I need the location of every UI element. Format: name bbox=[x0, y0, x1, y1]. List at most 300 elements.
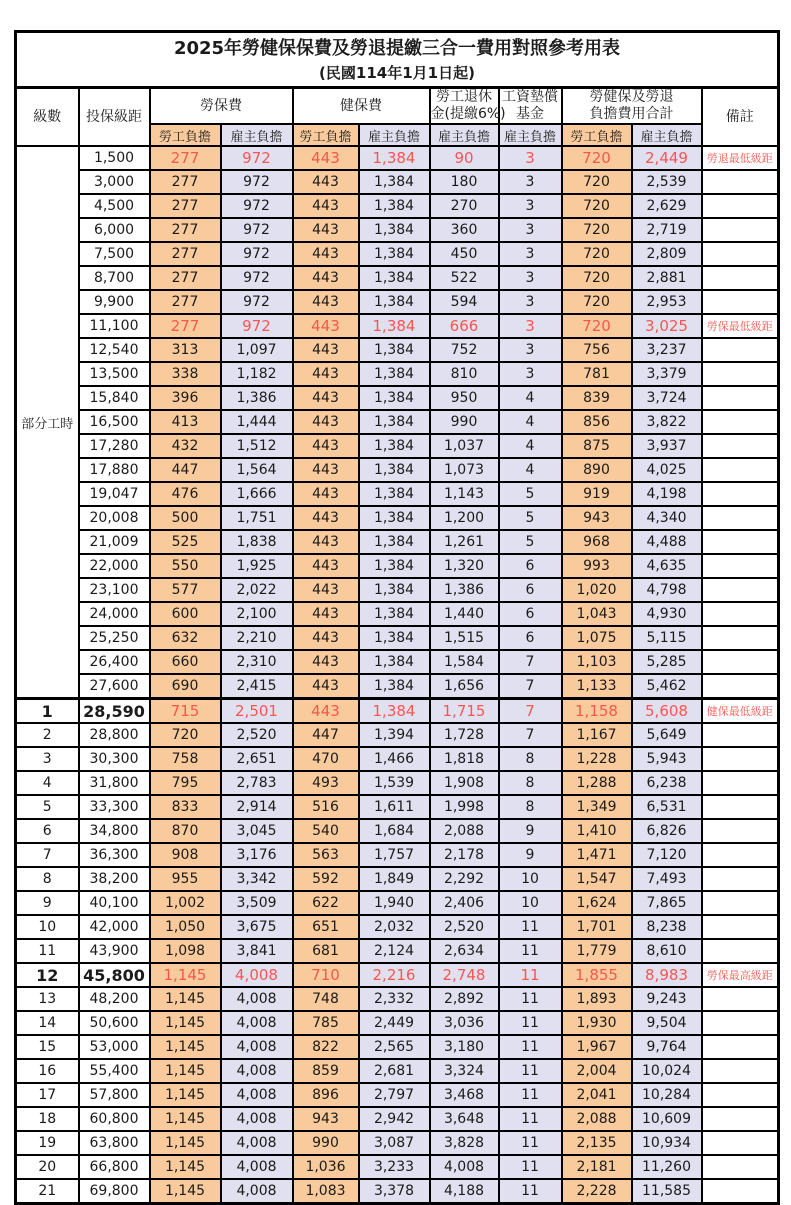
cell-labor-employee: 550 bbox=[150, 554, 221, 578]
cell-bracket: 1,500 bbox=[79, 146, 150, 170]
cell-total-employer: 9,764 bbox=[632, 1035, 702, 1059]
cell-wage-fund-employer: 11 bbox=[499, 939, 562, 963]
cell-total-employee: 720 bbox=[562, 170, 632, 194]
table-row bbox=[16, 170, 779, 194]
cell-health-employer: 1,384 bbox=[359, 602, 430, 626]
cell-health-employer: 1,384 bbox=[359, 530, 430, 554]
cell-total-employee: 720 bbox=[562, 266, 632, 290]
cell-bracket: 36,300 bbox=[79, 843, 150, 867]
cell-total-employee: 839 bbox=[562, 386, 632, 410]
cell-bracket: 42,000 bbox=[79, 915, 150, 939]
table-row bbox=[16, 314, 779, 338]
cell-level: 3 bbox=[16, 747, 79, 771]
cell-labor-employee: 1,098 bbox=[150, 939, 221, 963]
cell-total-employer: 6,531 bbox=[632, 795, 702, 819]
cell-labor-employer: 2,022 bbox=[221, 578, 293, 602]
cell-wage-fund-employer: 3 bbox=[499, 362, 562, 386]
cell-total-employer: 4,340 bbox=[632, 506, 702, 530]
cell-labor-employer: 4,008 bbox=[221, 1035, 293, 1059]
cell-labor-employer: 2,210 bbox=[221, 626, 293, 650]
cell-labor-employer: 4,008 bbox=[221, 1083, 293, 1107]
header-wage-fund bbox=[499, 88, 562, 125]
cell-health-employee: 443 bbox=[293, 386, 359, 410]
cell-health-employee: 443 bbox=[293, 266, 359, 290]
cell-level: 16 bbox=[16, 1059, 79, 1083]
cell-bracket: 69,800 bbox=[79, 1179, 150, 1204]
cell-labor-employee: 1,145 bbox=[150, 963, 221, 987]
cell-health-employer: 3,087 bbox=[359, 1131, 430, 1155]
cell-bracket: 40,100 bbox=[79, 891, 150, 915]
cell-labor-employee: 632 bbox=[150, 626, 221, 650]
cell-wage-fund-employer: 3 bbox=[499, 290, 562, 314]
cell-pension-employer: 2,520 bbox=[430, 915, 499, 939]
cell-pension-employer: 3,324 bbox=[430, 1059, 499, 1083]
cell-total-employer: 10,284 bbox=[632, 1083, 702, 1107]
cell-note bbox=[702, 554, 779, 578]
title-row bbox=[16, 32, 779, 88]
cell-note bbox=[702, 795, 779, 819]
cell-labor-employee: 720 bbox=[150, 723, 221, 747]
cell-note bbox=[702, 1155, 779, 1179]
table-row bbox=[16, 362, 779, 386]
cell-health-employer: 1,940 bbox=[359, 891, 430, 915]
cell-total-employee: 875 bbox=[562, 434, 632, 458]
cell-total-employee: 1,167 bbox=[562, 723, 632, 747]
cell-bracket: 22,000 bbox=[79, 554, 150, 578]
cell-wage-fund-employer: 11 bbox=[499, 1059, 562, 1083]
header-level: 級數 bbox=[16, 88, 79, 147]
cell-pension-employer: 1,656 bbox=[430, 674, 499, 699]
cell-wage-fund-employer: 7 bbox=[499, 674, 562, 699]
cell-health-employee: 443 bbox=[293, 530, 359, 554]
cell-health-employer: 1,466 bbox=[359, 747, 430, 771]
cell-health-employer: 2,797 bbox=[359, 1083, 430, 1107]
cell-bracket: 17,280 bbox=[79, 434, 150, 458]
cell-labor-employee: 1,002 bbox=[150, 891, 221, 915]
cell-health-employee: 443 bbox=[293, 578, 359, 602]
cell-note bbox=[702, 1035, 779, 1059]
cell-total-employer: 4,635 bbox=[632, 554, 702, 578]
cell-wage-fund-employer: 6 bbox=[499, 578, 562, 602]
cell-pension-employer: 3,180 bbox=[430, 1035, 499, 1059]
cell-health-employee: 443 bbox=[293, 146, 359, 170]
cell-labor-employee: 1,145 bbox=[150, 987, 221, 1011]
cell-health-employer: 1,384 bbox=[359, 362, 430, 386]
cell-pension-employer: 950 bbox=[430, 386, 499, 410]
cell-note bbox=[702, 1131, 779, 1155]
cell-labor-employer: 3,045 bbox=[221, 819, 293, 843]
cell-total-employer: 10,934 bbox=[632, 1131, 702, 1155]
table-row bbox=[16, 506, 779, 530]
cell-note bbox=[702, 194, 779, 218]
table-row bbox=[16, 290, 779, 314]
cell-note bbox=[702, 266, 779, 290]
cell-health-employee: 443 bbox=[293, 482, 359, 506]
cell-total-employee: 1,103 bbox=[562, 650, 632, 674]
cell-health-employer: 3,233 bbox=[359, 1155, 430, 1179]
cell-wage-fund-employer: 11 bbox=[499, 1011, 562, 1035]
cell-wage-fund-employer: 10 bbox=[499, 891, 562, 915]
cell-total-employee: 1,158 bbox=[562, 699, 632, 724]
cell-labor-employer: 1,925 bbox=[221, 554, 293, 578]
cell-level: 13 bbox=[16, 987, 79, 1011]
table-row bbox=[16, 1059, 779, 1083]
header-note: 備註 bbox=[702, 88, 779, 147]
cell-pension-employer: 1,440 bbox=[430, 602, 499, 626]
table-row bbox=[16, 530, 779, 554]
cell-labor-employer: 2,651 bbox=[221, 747, 293, 771]
cell-wage-fund-employer: 11 bbox=[499, 1179, 562, 1204]
cell-wage-fund-employer: 5 bbox=[499, 506, 562, 530]
cell-labor-employer: 972 bbox=[221, 146, 293, 170]
cell-health-employer: 1,384 bbox=[359, 218, 430, 242]
cell-health-employer: 1,757 bbox=[359, 843, 430, 867]
table-row bbox=[16, 915, 779, 939]
cell-health-employer: 2,124 bbox=[359, 939, 430, 963]
cell-health-employee: 443 bbox=[293, 242, 359, 266]
cell-bracket: 15,840 bbox=[79, 386, 150, 410]
cell-level: 9 bbox=[16, 891, 79, 915]
cell-wage-fund-employer: 8 bbox=[499, 747, 562, 771]
cell-health-employer: 1,849 bbox=[359, 867, 430, 891]
cell-labor-employer: 4,008 bbox=[221, 963, 293, 987]
cell-total-employee: 890 bbox=[562, 458, 632, 482]
cell-note bbox=[702, 386, 779, 410]
cell-total-employer: 2,719 bbox=[632, 218, 702, 242]
table-row bbox=[16, 554, 779, 578]
cell-wage-fund-employer: 4 bbox=[499, 386, 562, 410]
cell-bracket: 66,800 bbox=[79, 1155, 150, 1179]
table-row bbox=[16, 843, 779, 867]
cell-health-employee: 470 bbox=[293, 747, 359, 771]
cell-labor-employer: 972 bbox=[221, 194, 293, 218]
cell-total-employee: 720 bbox=[562, 218, 632, 242]
cell-note: 勞保最低級距 bbox=[702, 314, 779, 338]
cell-labor-employee: 277 bbox=[150, 266, 221, 290]
cell-labor-employee: 396 bbox=[150, 386, 221, 410]
table-row bbox=[16, 674, 779, 699]
cell-pension-employer: 1,715 bbox=[430, 699, 499, 724]
table-row bbox=[16, 578, 779, 602]
cell-total-employer: 5,608 bbox=[632, 699, 702, 724]
cell-total-employee: 2,181 bbox=[562, 1155, 632, 1179]
cell-labor-employer: 3,509 bbox=[221, 891, 293, 915]
cell-pension-employer: 1,515 bbox=[430, 626, 499, 650]
cell-wage-fund-employer: 7 bbox=[499, 723, 562, 747]
cell-wage-fund-employer: 4 bbox=[499, 458, 562, 482]
subheader-total-employee: 勞工負擔 bbox=[562, 124, 632, 146]
cell-note bbox=[702, 1107, 779, 1131]
cell-bracket: 63,800 bbox=[79, 1131, 150, 1155]
cell-total-employee: 1,228 bbox=[562, 747, 632, 771]
cell-level: 14 bbox=[16, 1011, 79, 1035]
cell-bracket: 26,400 bbox=[79, 650, 150, 674]
cell-total-employer: 2,539 bbox=[632, 170, 702, 194]
cell-total-employee: 720 bbox=[562, 242, 632, 266]
cell-labor-employee: 955 bbox=[150, 867, 221, 891]
table-row bbox=[16, 795, 779, 819]
cell-total-employee: 1,779 bbox=[562, 939, 632, 963]
header-pension bbox=[430, 88, 506, 125]
cell-health-employer: 2,681 bbox=[359, 1059, 430, 1083]
header-health-fee: 健保費 bbox=[293, 88, 430, 125]
cell-labor-employee: 313 bbox=[150, 338, 221, 362]
cell-labor-employer: 4,008 bbox=[221, 1107, 293, 1131]
cell-labor-employee: 758 bbox=[150, 747, 221, 771]
header-total bbox=[562, 88, 702, 125]
cell-total-employer: 9,243 bbox=[632, 987, 702, 1011]
cell-note bbox=[702, 819, 779, 843]
cell-bracket: 45,800 bbox=[79, 963, 150, 987]
cell-labor-employer: 1,386 bbox=[221, 386, 293, 410]
cell-bracket: 23,100 bbox=[79, 578, 150, 602]
cell-wage-fund-employer: 6 bbox=[499, 554, 562, 578]
cell-note bbox=[702, 867, 779, 891]
cell-health-employer: 1,394 bbox=[359, 723, 430, 747]
cell-health-employer: 1,384 bbox=[359, 314, 430, 338]
cell-bracket: 12,540 bbox=[79, 338, 150, 362]
cell-bracket: 30,300 bbox=[79, 747, 150, 771]
cell-health-employee: 443 bbox=[293, 338, 359, 362]
cell-health-employee: 443 bbox=[293, 602, 359, 626]
cell-wage-fund-employer: 5 bbox=[499, 530, 562, 554]
cell-level: 10 bbox=[16, 915, 79, 939]
table-row bbox=[16, 1035, 779, 1059]
cell-bracket: 57,800 bbox=[79, 1083, 150, 1107]
cell-health-employer: 1,384 bbox=[359, 434, 430, 458]
cell-bracket: 48,200 bbox=[79, 987, 150, 1011]
cell-total-employer: 9,504 bbox=[632, 1011, 702, 1035]
cell-bracket: 28,590 bbox=[79, 699, 150, 724]
cell-health-employee: 896 bbox=[293, 1083, 359, 1107]
cell-wage-fund-employer: 11 bbox=[499, 915, 562, 939]
cell-total-employee: 993 bbox=[562, 554, 632, 578]
cell-labor-employer: 972 bbox=[221, 170, 293, 194]
cell-total-employer: 3,379 bbox=[632, 362, 702, 386]
cell-total-employee: 2,041 bbox=[562, 1083, 632, 1107]
cell-labor-employee: 413 bbox=[150, 410, 221, 434]
cell-labor-employee: 1,145 bbox=[150, 1107, 221, 1131]
cell-health-employee: 443 bbox=[293, 194, 359, 218]
cell-bracket: 8,700 bbox=[79, 266, 150, 290]
cell-total-employer: 3,025 bbox=[632, 314, 702, 338]
cell-labor-employee: 1,145 bbox=[150, 1083, 221, 1107]
cell-labor-employee: 432 bbox=[150, 434, 221, 458]
header-pension-line1: 勞工退休 bbox=[436, 89, 492, 105]
cell-bracket: 27,600 bbox=[79, 674, 150, 699]
cell-total-employer: 11,585 bbox=[632, 1179, 702, 1204]
cell-health-employer: 1,384 bbox=[359, 194, 430, 218]
part-time-merged-cell: 部分工時 bbox=[16, 146, 79, 699]
cell-total-employer: 8,610 bbox=[632, 939, 702, 963]
cell-wage-fund-employer: 3 bbox=[499, 266, 562, 290]
cell-total-employer: 10,024 bbox=[632, 1059, 702, 1083]
table-row bbox=[16, 338, 779, 362]
cell-health-employer: 1,384 bbox=[359, 482, 430, 506]
cell-total-employer: 10,609 bbox=[632, 1107, 702, 1131]
cell-total-employee: 2,004 bbox=[562, 1059, 632, 1083]
table-row bbox=[16, 1083, 779, 1107]
cell-total-employee: 1,133 bbox=[562, 674, 632, 699]
cell-total-employer: 4,025 bbox=[632, 458, 702, 482]
cell-health-employee: 785 bbox=[293, 1011, 359, 1035]
cell-labor-employee: 277 bbox=[150, 242, 221, 266]
cell-wage-fund-employer: 11 bbox=[499, 1083, 562, 1107]
cell-health-employer: 1,384 bbox=[359, 506, 430, 530]
table-row bbox=[16, 1011, 779, 1035]
cell-pension-employer: 522 bbox=[430, 266, 499, 290]
cell-labor-employer: 2,914 bbox=[221, 795, 293, 819]
cell-health-employer: 1,384 bbox=[359, 266, 430, 290]
cell-total-employee: 781 bbox=[562, 362, 632, 386]
cell-total-employee: 943 bbox=[562, 506, 632, 530]
cell-bracket: 28,800 bbox=[79, 723, 150, 747]
cell-wage-fund-employer: 11 bbox=[499, 987, 562, 1011]
cell-health-employee: 443 bbox=[293, 506, 359, 530]
cell-health-employee: 443 bbox=[293, 650, 359, 674]
cell-health-employer: 1,384 bbox=[359, 338, 430, 362]
table-row bbox=[16, 602, 779, 626]
cell-health-employer: 1,384 bbox=[359, 386, 430, 410]
cell-pension-employer: 3,036 bbox=[430, 1011, 499, 1035]
table-row bbox=[16, 987, 779, 1011]
cell-pension-employer: 1,200 bbox=[430, 506, 499, 530]
cell-note bbox=[702, 747, 779, 771]
cell-labor-employee: 277 bbox=[150, 218, 221, 242]
cell-note bbox=[702, 602, 779, 626]
cell-pension-employer: 2,406 bbox=[430, 891, 499, 915]
cell-pension-employer: 594 bbox=[430, 290, 499, 314]
cell-pension-employer: 1,728 bbox=[430, 723, 499, 747]
table-row bbox=[16, 410, 779, 434]
cell-health-employer: 2,216 bbox=[359, 963, 430, 987]
cell-labor-employer: 2,310 bbox=[221, 650, 293, 674]
cell-pension-employer: 4,008 bbox=[430, 1155, 499, 1179]
cell-total-employee: 1,288 bbox=[562, 771, 632, 795]
cell-total-employer: 3,237 bbox=[632, 338, 702, 362]
table-row bbox=[16, 747, 779, 771]
cell-wage-fund-employer: 11 bbox=[499, 1107, 562, 1131]
cell-health-employer: 1,384 bbox=[359, 242, 430, 266]
subheader-health-employee: 勞工負擔 bbox=[293, 124, 359, 146]
cell-total-employer: 8,238 bbox=[632, 915, 702, 939]
cell-total-employee: 919 bbox=[562, 482, 632, 506]
subheader-wage-fund-employer: 雇主負擔 bbox=[499, 124, 562, 146]
cell-wage-fund-employer: 7 bbox=[499, 650, 562, 674]
cell-note bbox=[702, 1179, 779, 1204]
cell-labor-employee: 715 bbox=[150, 699, 221, 724]
cell-health-employee: 447 bbox=[293, 723, 359, 747]
cell-bracket: 31,800 bbox=[79, 771, 150, 795]
cell-health-employer: 1,384 bbox=[359, 650, 430, 674]
cell-total-employee: 1,547 bbox=[562, 867, 632, 891]
cell-level: 5 bbox=[16, 795, 79, 819]
cell-health-employee: 443 bbox=[293, 699, 359, 724]
cell-labor-employee: 277 bbox=[150, 146, 221, 170]
cell-labor-employee: 277 bbox=[150, 290, 221, 314]
cell-health-employee: 443 bbox=[293, 458, 359, 482]
cell-labor-employer: 972 bbox=[221, 242, 293, 266]
table-row bbox=[16, 194, 779, 218]
cell-labor-employer: 4,008 bbox=[221, 1011, 293, 1035]
cell-total-employer: 5,115 bbox=[632, 626, 702, 650]
table-row bbox=[16, 482, 779, 506]
cell-pension-employer: 1,320 bbox=[430, 554, 499, 578]
cell-total-employer: 4,198 bbox=[632, 482, 702, 506]
cell-total-employee: 720 bbox=[562, 146, 632, 170]
cell-note bbox=[702, 578, 779, 602]
cell-total-employer: 2,953 bbox=[632, 290, 702, 314]
cell-labor-employer: 1,512 bbox=[221, 434, 293, 458]
cell-note bbox=[702, 843, 779, 867]
cell-note: 勞退最低級距 bbox=[702, 146, 779, 170]
cell-total-employer: 3,937 bbox=[632, 434, 702, 458]
cell-health-employer: 2,942 bbox=[359, 1107, 430, 1131]
cell-health-employee: 443 bbox=[293, 218, 359, 242]
cell-health-employee: 443 bbox=[293, 290, 359, 314]
cell-bracket: 7,500 bbox=[79, 242, 150, 266]
cell-labor-employee: 1,145 bbox=[150, 1011, 221, 1035]
cell-labor-employer: 4,008 bbox=[221, 1131, 293, 1155]
cell-health-employee: 540 bbox=[293, 819, 359, 843]
cell-total-employer: 3,822 bbox=[632, 410, 702, 434]
cell-health-employer: 1,384 bbox=[359, 290, 430, 314]
cell-note bbox=[702, 506, 779, 530]
cell-labor-employer: 1,444 bbox=[221, 410, 293, 434]
table-row bbox=[16, 723, 779, 747]
header-wage-fund-line2: 基金 bbox=[516, 106, 544, 122]
cell-note bbox=[702, 891, 779, 915]
cell-health-employer: 1,384 bbox=[359, 170, 430, 194]
cell-level: 12 bbox=[16, 963, 79, 987]
cell-pension-employer: 2,178 bbox=[430, 843, 499, 867]
cell-bracket: 16,500 bbox=[79, 410, 150, 434]
cell-labor-employer: 2,100 bbox=[221, 602, 293, 626]
cell-wage-fund-employer: 4 bbox=[499, 434, 562, 458]
cell-labor-employer: 972 bbox=[221, 314, 293, 338]
cell-health-employer: 1,611 bbox=[359, 795, 430, 819]
cell-total-employer: 2,449 bbox=[632, 146, 702, 170]
cell-wage-fund-employer: 10 bbox=[499, 867, 562, 891]
table-row bbox=[16, 146, 779, 170]
cell-health-employee: 748 bbox=[293, 987, 359, 1011]
cell-health-employee: 651 bbox=[293, 915, 359, 939]
cell-note bbox=[702, 626, 779, 650]
cell-note bbox=[702, 458, 779, 482]
cell-wage-fund-employer: 4 bbox=[499, 410, 562, 434]
cell-total-employee: 1,930 bbox=[562, 1011, 632, 1035]
cell-note bbox=[702, 530, 779, 554]
cell-pension-employer: 270 bbox=[430, 194, 499, 218]
cell-labor-employee: 577 bbox=[150, 578, 221, 602]
cell-pension-employer: 2,088 bbox=[430, 819, 499, 843]
cell-labor-employee: 338 bbox=[150, 362, 221, 386]
cell-note bbox=[702, 434, 779, 458]
cell-wage-fund-employer: 9 bbox=[499, 843, 562, 867]
cell-pension-employer: 1,584 bbox=[430, 650, 499, 674]
cell-labor-employer: 2,783 bbox=[221, 771, 293, 795]
cell-note bbox=[702, 915, 779, 939]
cell-wage-fund-employer: 8 bbox=[499, 771, 562, 795]
cell-pension-employer: 752 bbox=[430, 338, 499, 362]
cell-bracket: 11,100 bbox=[79, 314, 150, 338]
cell-bracket: 13,500 bbox=[79, 362, 150, 386]
cell-pension-employer: 990 bbox=[430, 410, 499, 434]
cell-labor-employer: 1,097 bbox=[221, 338, 293, 362]
cell-total-employer: 5,285 bbox=[632, 650, 702, 674]
table-row bbox=[16, 891, 779, 915]
cell-health-employer: 1,384 bbox=[359, 410, 430, 434]
